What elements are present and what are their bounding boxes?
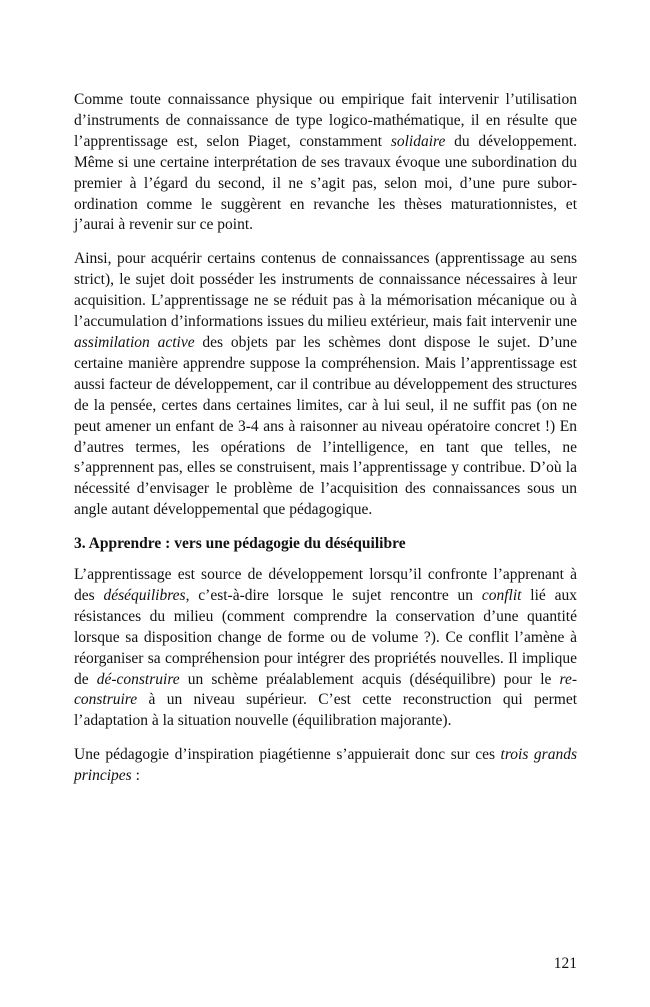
text-run: , c’est-à-dire lorsque le sujet rencontre un (185, 586, 482, 604)
paragraph (74, 90, 577, 236)
paragraph-group-after (74, 565, 577, 787)
text-run: Ainsi, pour acquérir certains contenus de connaissances (apprentissage au sens strict), le sujet doit posséder les instruments de connaissance nécessaires à leur acquisition. L’apprentissage ne se réduit pas à la mémorisation mécanique ou à l’accumulation d’informations issues du milieu extérieur, mais fait intervenir une (74, 250, 577, 331)
page-body (74, 90, 577, 800)
italic-text: re-construire (74, 670, 577, 709)
text-run: : (131, 767, 140, 785)
paragraph-group-before (74, 90, 577, 521)
text-run: à un niveau supérieur. C’est cette reconstruction qui permet l’adaptation à la situation nouvelle (équilibration majorante). (74, 691, 577, 730)
paragraph (74, 745, 577, 787)
italic-text: déséquilibres (103, 586, 186, 604)
text-run: lié aux résistances du milieu (comment comprendre la conservation d’une quantité lorsque sa disposition change de forme ou de volume ?). Ce conflit l’amène à réorganiser sa compréhension pour intégrer des propriétés nouvelles. Il implique de (74, 586, 577, 688)
italic-text: trois grands principes (74, 746, 577, 785)
text-run: Une pédagogie d’inspiration piagétienne s’appuierait donc sur ces (74, 746, 501, 764)
italic-text: assimilation active (74, 333, 195, 351)
page-number: 121 (553, 955, 577, 972)
italic-text: solidaire (390, 132, 446, 150)
paragraph (74, 565, 577, 732)
paragraph (74, 249, 577, 521)
text-run: Comme toute connaissance physique ou empirique fait intervenir l’utilisation d’instruments de connaissance de type logico-mathématique, il en résulte que l’apprentissage est, selon Piaget, constamment (74, 91, 577, 150)
italic-text: conflit (481, 586, 522, 604)
section-heading: 3. Apprendre : vers une pédagogie du déséquilibre (74, 535, 406, 553)
text-run: des objets par les schèmes dont dispose le sujet. D’une certaine manière apprendre suppose la compréhension. Mais l’apprentissage est aussi facteur de développement, car il contribue au développement des structures de la pensée, certes dans certaines limites, car à lui seul, il ne suffit pas (on ne peut amener un enfant de 3-4 ans à raisonner au niveau opératoire concret !) En d’autres termes, les opérations de l’intelligence, en tant que telles, ne s’apprennent pas, elles se construisent, mais l’apprentissage y contribue. D’où la nécessité d’envisager le problème de l’acquisition des connaissances sous un angle autant développemental que pédagogique. (74, 333, 577, 519)
text-run: du développement. Même si une certaine interprétation de ses travaux évoque une subordination du premier à l’égard du second, il ne s’agit pas, selon moi, d’une pure suborordination comme le suggèrent en revanche les thèses maturationnistes, et j’aurai à revenir sur ce point. (74, 132, 577, 234)
text-run: un schème préalablement acquis (déséquilibre) pour le (179, 670, 560, 688)
text-run: L’apprentissage est source de développement lorsqu’il confronte l’apprenant à des (74, 566, 577, 604)
italic-text: dé-construire (96, 670, 180, 688)
